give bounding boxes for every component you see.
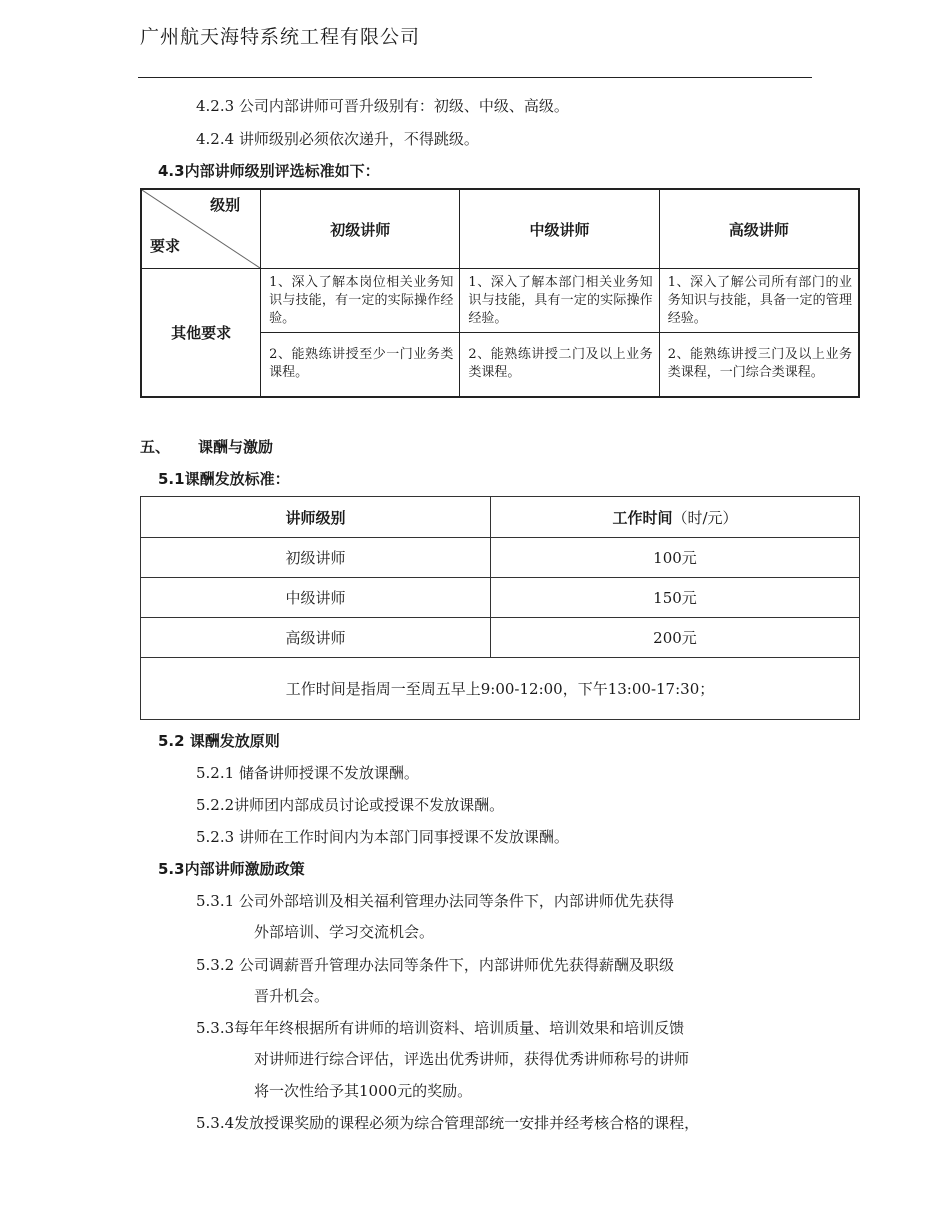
- table-cell: 高级讲师: [141, 618, 491, 658]
- heading-5-1: 5.1课酬发放标准：: [158, 470, 290, 488]
- clause-5-3-1-line1: 5.3.1 公司外部培训及相关福利管理办法同等条件下，内部讲师优先获得: [196, 892, 674, 910]
- corner-label-level: 级别: [210, 196, 241, 214]
- table-corner-cell: [141, 189, 261, 269]
- corner-label-requirement: 要求: [150, 237, 181, 255]
- heading-4-3: 4.3内部讲师级别评选标准如下：: [158, 162, 380, 180]
- column-header-pay: [491, 497, 860, 538]
- heading-5-3: 5.3内部讲师激励政策: [158, 860, 305, 878]
- clause-5-2-1: 5.2.1 储备讲师授课不发放课酬。: [196, 764, 419, 782]
- section-5-number: 五、: [140, 438, 171, 456]
- table-cell: 200元: [491, 618, 860, 658]
- clause-5-3-2-line1: 5.3.2 公司调薪晋升管理办法同等条件下，内部讲师优先获得薪酬及职级: [196, 956, 674, 974]
- table-cell: 中级讲师: [141, 578, 491, 618]
- table-cell: 初级讲师: [141, 538, 491, 578]
- table-cell: 150元: [491, 578, 860, 618]
- column-header-senior: 高级讲师: [659, 189, 859, 269]
- clause-5-2-3: 5.2.3 讲师在工作时间内为本部门同事授课不发放课酬。: [196, 828, 569, 846]
- table-cell: 1、深入了解公司所有部门的业务知识与技能，具备一定的管理经验。: [659, 269, 859, 333]
- column-header-intermediate: 中级讲师: [460, 189, 659, 269]
- clause-4-2-3: 4.2.3 公司内部讲师可晋升级别有：初级、中级、高级。: [196, 97, 569, 115]
- clause-5-3-3-line3: 将一次性给予其1000元的奖励。: [254, 1082, 473, 1100]
- table-cell: 2、能熟练讲授至少一门业务类课程。: [261, 333, 460, 397]
- table-cell: 2、能熟练讲授三门及以上业务类课程，一门综合类课程。: [659, 333, 859, 397]
- pay-header-label: 工作时间: [612, 508, 673, 527]
- pay-standard-table: [140, 496, 860, 720]
- table-cell: 2、能熟练讲授二门及以上业务类课程。: [460, 333, 659, 397]
- table-cell: 100元: [491, 538, 860, 578]
- clause-5-3-3-line1: 5.3.3每年年终根据所有讲师的培训资料、培训质量、培训效果和培训反馈: [196, 1019, 685, 1037]
- heading-5-2: 5.2 课酬发放原则: [158, 732, 280, 750]
- table-cell: 1、深入了解本岗位相关业务知识与技能，有一定的实际操作经验。: [261, 269, 460, 333]
- section-5-title: 课酬与激励: [198, 438, 274, 456]
- clause-5-3-1-line2: 外部培训、学习交流机会。: [254, 923, 435, 941]
- column-header-level: 讲师级别: [141, 497, 491, 538]
- pay-header-unit: （时/元）: [672, 508, 738, 527]
- clause-5-2-2: 5.2.2讲师团内部成员讨论或授课不发放课酬。: [196, 796, 505, 814]
- lecturer-level-table: [140, 188, 860, 398]
- clause-5-3-4: 5.3.4发放授课奖励的课程必须为综合管理部统一安排并经考核合格的课程，: [196, 1114, 700, 1132]
- row-label-other-requirements: 其他要求: [141, 269, 261, 397]
- company-name: 广州航天海特系统工程有限公司: [140, 26, 421, 48]
- clause-4-2-4: 4.2.4 讲师级别必须依次递升，不得跳级。: [196, 130, 479, 148]
- header-divider: [138, 77, 812, 78]
- diagonal-divider: [142, 190, 260, 268]
- clause-5-3-2-line2: 晋升机会。: [254, 987, 330, 1005]
- clause-5-3-3-line2: 对讲师进行综合评估，评选出优秀讲师，获得优秀讲师称号的讲师: [254, 1050, 690, 1068]
- working-hours-note: 工作时间是指周一至周五早上9:00-12:00，下午13:00-17:30；: [141, 658, 860, 720]
- column-header-junior: 初级讲师: [261, 189, 460, 269]
- table-cell: 1、深入了解本部门相关业务知识与技能，具有一定的实际操作经验。: [460, 269, 659, 333]
